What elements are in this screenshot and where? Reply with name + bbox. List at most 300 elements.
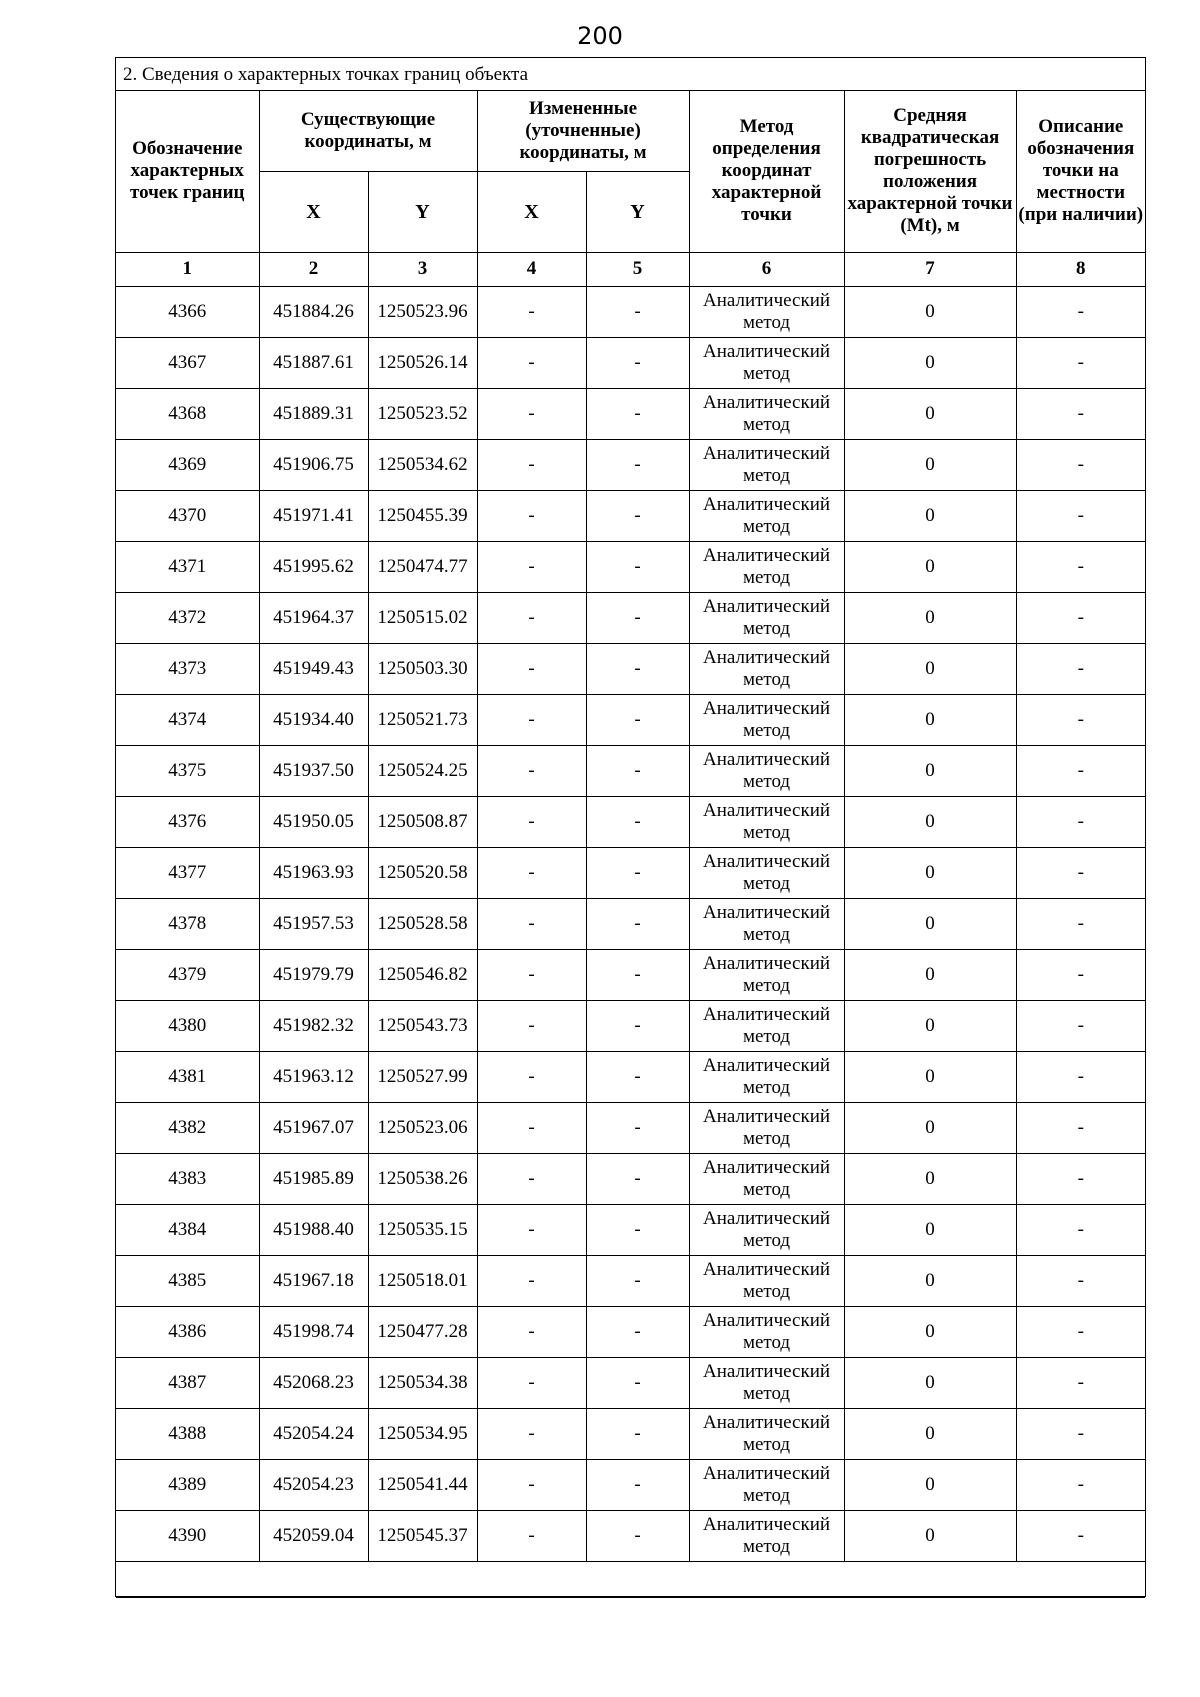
changed-x-cell: -	[477, 1051, 586, 1102]
column-number: 5	[586, 252, 689, 286]
existing-y-cell: 1250477.28	[368, 1306, 477, 1357]
error-cell: 0	[844, 796, 1016, 847]
method-cell	[689, 694, 844, 745]
description-cell: -	[1016, 1306, 1145, 1357]
table-row	[116, 1306, 1145, 1357]
changed-y-cell: -	[586, 796, 689, 847]
method-line-1: Аналитический	[702, 697, 831, 719]
point-number-cell: 4380	[116, 1000, 259, 1051]
error-cell: 0	[844, 439, 1016, 490]
error-cell: 0	[844, 1306, 1016, 1357]
existing-y-cell: 1250543.73	[368, 1000, 477, 1051]
header-designation: Обозначение характерных точек границ	[116, 91, 259, 252]
column-number: 8	[1016, 252, 1145, 286]
method-line-1: Аналитический	[702, 289, 831, 311]
existing-y-cell: 1250515.02	[368, 592, 477, 643]
method-line-2: метод	[742, 719, 791, 741]
description-cell: -	[1016, 643, 1145, 694]
method-line-2: метод	[742, 923, 791, 945]
existing-y-cell: 1250524.25	[368, 745, 477, 796]
method-line-2: метод	[742, 974, 791, 996]
changed-y-cell: -	[586, 1000, 689, 1051]
point-number-cell: 4378	[116, 898, 259, 949]
method-line-1: Аналитический	[702, 901, 831, 923]
error-cell: 0	[844, 541, 1016, 592]
changed-y-cell: -	[586, 1255, 689, 1306]
existing-y-cell: 1250541.44	[368, 1459, 477, 1510]
method-cell	[689, 1306, 844, 1357]
table-row	[116, 1408, 1145, 1459]
point-number-cell: 4369	[116, 439, 259, 490]
method-line-1: Аналитический	[702, 1462, 831, 1484]
changed-y-cell: -	[586, 643, 689, 694]
existing-x-cell: 452068.23	[259, 1357, 368, 1408]
header-changed-y: Y	[586, 171, 689, 252]
existing-x-cell: 452059.04	[259, 1510, 368, 1561]
changed-y-cell: -	[586, 337, 689, 388]
method-line-2: метод	[742, 1535, 791, 1557]
method-cell	[689, 337, 844, 388]
description-cell: -	[1016, 694, 1145, 745]
method-line-2: метод	[742, 1433, 791, 1455]
changed-x-cell: -	[477, 439, 586, 490]
existing-x-cell: 451889.31	[259, 388, 368, 439]
point-number-cell: 4374	[116, 694, 259, 745]
error-cell: 0	[844, 1204, 1016, 1255]
empty-footer-row	[116, 1562, 1145, 1598]
changed-x-cell: -	[477, 847, 586, 898]
existing-x-cell: 451967.18	[259, 1255, 368, 1306]
method-cell	[689, 1204, 844, 1255]
point-number-cell: 4376	[116, 796, 259, 847]
method-line-1: Аналитический	[702, 442, 831, 464]
existing-x-cell: 451995.62	[259, 541, 368, 592]
description-cell: -	[1016, 439, 1145, 490]
changed-y-cell: -	[586, 847, 689, 898]
error-cell: 0	[844, 847, 1016, 898]
document-frame	[115, 57, 1146, 1597]
point-number-cell: 4389	[116, 1459, 259, 1510]
header-existing-coords: Существующие координаты, м	[259, 91, 477, 171]
existing-x-cell: 452054.23	[259, 1459, 368, 1510]
error-cell: 0	[844, 898, 1016, 949]
boundary-points-table	[116, 91, 1145, 1562]
method-cell	[689, 1255, 844, 1306]
changed-x-cell: -	[477, 592, 586, 643]
existing-y-cell: 1250535.15	[368, 1204, 477, 1255]
column-number: 4	[477, 252, 586, 286]
method-cell	[689, 745, 844, 796]
method-line-2: метод	[742, 1382, 791, 1404]
changed-y-cell: -	[586, 388, 689, 439]
changed-x-cell: -	[477, 643, 586, 694]
changed-y-cell: -	[586, 1459, 689, 1510]
point-number-cell: 4375	[116, 745, 259, 796]
method-cell	[689, 1153, 844, 1204]
existing-x-cell: 451887.61	[259, 337, 368, 388]
method-line-1: Аналитический	[702, 391, 831, 413]
changed-y-cell: -	[586, 694, 689, 745]
method-cell	[689, 1000, 844, 1051]
existing-x-cell: 451982.32	[259, 1000, 368, 1051]
existing-y-cell: 1250526.14	[368, 337, 477, 388]
description-cell: -	[1016, 1051, 1145, 1102]
changed-x-cell: -	[477, 1255, 586, 1306]
table-body	[116, 286, 1145, 1561]
existing-y-cell: 1250503.30	[368, 643, 477, 694]
method-line-2: метод	[742, 362, 791, 384]
changed-y-cell: -	[586, 1051, 689, 1102]
point-number-cell: 4384	[116, 1204, 259, 1255]
changed-x-cell: -	[477, 1510, 586, 1561]
table-row	[116, 1357, 1145, 1408]
method-line-2: метод	[742, 872, 791, 894]
table-row	[116, 796, 1145, 847]
existing-y-cell: 1250455.39	[368, 490, 477, 541]
changed-x-cell: -	[477, 1306, 586, 1357]
column-number: 1	[116, 252, 259, 286]
table-row	[116, 592, 1145, 643]
header-method: Метод определения координат характерной точки	[689, 91, 844, 252]
changed-x-cell: -	[477, 1153, 586, 1204]
table-row	[116, 1051, 1145, 1102]
changed-x-cell: -	[477, 694, 586, 745]
method-cell	[689, 592, 844, 643]
error-cell: 0	[844, 694, 1016, 745]
method-cell	[689, 388, 844, 439]
error-cell: 0	[844, 643, 1016, 694]
table-row	[116, 949, 1145, 1000]
changed-y-cell: -	[586, 1102, 689, 1153]
method-line-2: метод	[742, 311, 791, 333]
existing-x-cell: 451906.75	[259, 439, 368, 490]
point-number-cell: 4387	[116, 1357, 259, 1408]
column-number-row	[116, 252, 1145, 286]
table-row	[116, 847, 1145, 898]
method-cell	[689, 1357, 844, 1408]
existing-y-cell: 1250534.62	[368, 439, 477, 490]
description-cell: -	[1016, 1204, 1145, 1255]
point-number-cell: 4366	[116, 286, 259, 337]
changed-x-cell: -	[477, 337, 586, 388]
column-number: 2	[259, 252, 368, 286]
changed-y-cell: -	[586, 1510, 689, 1561]
existing-y-cell: 1250538.26	[368, 1153, 477, 1204]
description-cell: -	[1016, 1510, 1145, 1561]
changed-x-cell: -	[477, 286, 586, 337]
changed-x-cell: -	[477, 490, 586, 541]
changed-x-cell: -	[477, 796, 586, 847]
error-cell: 0	[844, 1102, 1016, 1153]
point-number-cell: 4379	[116, 949, 259, 1000]
existing-y-cell: 1250545.37	[368, 1510, 477, 1561]
description-cell: -	[1016, 337, 1145, 388]
method-line-2: метод	[742, 1178, 791, 1200]
existing-y-cell: 1250518.01	[368, 1255, 477, 1306]
changed-x-cell: -	[477, 1204, 586, 1255]
existing-y-cell: 1250474.77	[368, 541, 477, 592]
changed-y-cell: -	[586, 541, 689, 592]
point-number-cell: 4377	[116, 847, 259, 898]
existing-x-cell: 451937.50	[259, 745, 368, 796]
method-line-1: Аналитический	[702, 1309, 831, 1331]
table-row	[116, 388, 1145, 439]
existing-x-cell: 451949.43	[259, 643, 368, 694]
table-row	[116, 286, 1145, 337]
method-line-1: Аналитический	[702, 748, 831, 770]
existing-x-cell: 451884.26	[259, 286, 368, 337]
description-cell: -	[1016, 898, 1145, 949]
existing-y-cell: 1250546.82	[368, 949, 477, 1000]
method-cell	[689, 898, 844, 949]
method-cell	[689, 949, 844, 1000]
method-cell	[689, 490, 844, 541]
method-cell	[689, 643, 844, 694]
error-cell: 0	[844, 1510, 1016, 1561]
point-number-cell: 4372	[116, 592, 259, 643]
method-line-1: Аналитический	[702, 1513, 831, 1535]
method-line-1: Аналитический	[702, 1003, 831, 1025]
method-line-2: метод	[742, 1229, 791, 1251]
error-cell: 0	[844, 745, 1016, 796]
column-number: 6	[689, 252, 844, 286]
method-line-2: метод	[742, 668, 791, 690]
method-line-2: метод	[742, 515, 791, 537]
table-row	[116, 745, 1145, 796]
method-line-2: метод	[742, 464, 791, 486]
method-line-1: Аналитический	[702, 1054, 831, 1076]
header-changed-x: X	[477, 171, 586, 252]
method-cell	[689, 847, 844, 898]
method-line-1: Аналитический	[702, 595, 831, 617]
existing-x-cell: 451963.12	[259, 1051, 368, 1102]
column-number: 3	[368, 252, 477, 286]
changed-y-cell: -	[586, 1408, 689, 1459]
method-line-2: метод	[742, 770, 791, 792]
method-cell	[689, 1408, 844, 1459]
method-line-1: Аналитический	[702, 952, 831, 974]
method-cell	[689, 1051, 844, 1102]
description-cell: -	[1016, 1255, 1145, 1306]
table-row	[116, 490, 1145, 541]
method-cell	[689, 796, 844, 847]
error-cell: 0	[844, 592, 1016, 643]
point-number-cell: 4388	[116, 1408, 259, 1459]
page-number: 200	[577, 22, 623, 50]
changed-x-cell: -	[477, 1357, 586, 1408]
method-cell	[689, 541, 844, 592]
column-number: 7	[844, 252, 1016, 286]
existing-x-cell: 452054.24	[259, 1408, 368, 1459]
error-cell: 0	[844, 1255, 1016, 1306]
description-cell: -	[1016, 1357, 1145, 1408]
existing-x-cell: 451964.37	[259, 592, 368, 643]
existing-x-cell: 451998.74	[259, 1306, 368, 1357]
point-number-cell: 4381	[116, 1051, 259, 1102]
description-cell: -	[1016, 847, 1145, 898]
existing-y-cell: 1250527.99	[368, 1051, 477, 1102]
table-row	[116, 1204, 1145, 1255]
method-cell	[689, 1510, 844, 1561]
existing-x-cell: 451957.53	[259, 898, 368, 949]
existing-y-cell: 1250523.06	[368, 1102, 477, 1153]
method-cell	[689, 1459, 844, 1510]
error-cell: 0	[844, 388, 1016, 439]
method-line-2: метод	[742, 1331, 791, 1353]
method-cell	[689, 286, 844, 337]
method-line-2: метод	[742, 617, 791, 639]
method-line-1: Аналитический	[702, 1156, 831, 1178]
changed-y-cell: -	[586, 949, 689, 1000]
existing-x-cell: 451988.40	[259, 1204, 368, 1255]
changed-y-cell: -	[586, 898, 689, 949]
changed-y-cell: -	[586, 490, 689, 541]
method-line-1: Аналитический	[702, 493, 831, 515]
method-line-2: метод	[742, 413, 791, 435]
existing-x-cell: 451985.89	[259, 1153, 368, 1204]
error-cell: 0	[844, 337, 1016, 388]
description-cell: -	[1016, 949, 1145, 1000]
changed-x-cell: -	[477, 1408, 586, 1459]
error-cell: 0	[844, 490, 1016, 541]
method-cell	[689, 439, 844, 490]
header-error: Средняя квадратическая погрешность положения характерной точки (Mt), м	[844, 91, 1016, 252]
error-cell: 0	[844, 1000, 1016, 1051]
method-line-1: Аналитический	[702, 1411, 831, 1433]
error-cell: 0	[844, 1408, 1016, 1459]
method-line-1: Аналитический	[702, 1105, 831, 1127]
changed-y-cell: -	[586, 1357, 689, 1408]
changed-x-cell: -	[477, 1459, 586, 1510]
description-cell: -	[1016, 490, 1145, 541]
description-cell: -	[1016, 1459, 1145, 1510]
method-line-1: Аналитический	[702, 1360, 831, 1382]
section-title: 2. Сведения о характерных точках границ объекта	[116, 58, 1145, 91]
method-line-1: Аналитический	[702, 646, 831, 668]
point-number-cell: 4370	[116, 490, 259, 541]
changed-x-cell: -	[477, 1102, 586, 1153]
table-row	[116, 643, 1145, 694]
description-cell: -	[1016, 1153, 1145, 1204]
point-number-cell: 4390	[116, 1510, 259, 1561]
description-cell: -	[1016, 286, 1145, 337]
existing-y-cell: 1250528.58	[368, 898, 477, 949]
table-row	[116, 1153, 1145, 1204]
method-line-2: метод	[742, 1280, 791, 1302]
point-number-cell: 4367	[116, 337, 259, 388]
changed-y-cell: -	[586, 745, 689, 796]
method-line-2: метод	[742, 1127, 791, 1149]
method-line-1: Аналитический	[702, 799, 831, 821]
point-number-cell: 4385	[116, 1255, 259, 1306]
table-row	[116, 1459, 1145, 1510]
method-line-1: Аналитический	[702, 544, 831, 566]
description-cell: -	[1016, 1408, 1145, 1459]
point-number-cell: 4383	[116, 1153, 259, 1204]
error-cell: 0	[844, 1459, 1016, 1510]
existing-y-cell: 1250523.52	[368, 388, 477, 439]
table-row	[116, 541, 1145, 592]
changed-y-cell: -	[586, 1204, 689, 1255]
method-line-2: метод	[742, 566, 791, 588]
existing-x-cell: 451963.93	[259, 847, 368, 898]
method-line-1: Аналитический	[702, 1207, 831, 1229]
changed-x-cell: -	[477, 388, 586, 439]
table-row	[116, 1510, 1145, 1561]
point-number-cell: 4371	[116, 541, 259, 592]
table-row	[116, 1000, 1145, 1051]
changed-y-cell: -	[586, 1306, 689, 1357]
method-line-2: метод	[742, 1076, 791, 1098]
table-row	[116, 898, 1145, 949]
description-cell: -	[1016, 745, 1145, 796]
changed-x-cell: -	[477, 898, 586, 949]
table-row	[116, 439, 1145, 490]
table-row	[116, 1255, 1145, 1306]
existing-y-cell: 1250521.73	[368, 694, 477, 745]
changed-x-cell: -	[477, 541, 586, 592]
description-cell: -	[1016, 592, 1145, 643]
description-cell: -	[1016, 541, 1145, 592]
changed-y-cell: -	[586, 592, 689, 643]
changed-y-cell: -	[586, 286, 689, 337]
header-existing-x: X	[259, 171, 368, 252]
point-number-cell: 4386	[116, 1306, 259, 1357]
description-cell: -	[1016, 388, 1145, 439]
existing-y-cell: 1250534.95	[368, 1408, 477, 1459]
changed-y-cell: -	[586, 1153, 689, 1204]
method-line-1: Аналитический	[702, 850, 831, 872]
method-line-2: метод	[742, 1484, 791, 1506]
error-cell: 0	[844, 1153, 1016, 1204]
changed-y-cell: -	[586, 439, 689, 490]
existing-y-cell: 1250508.87	[368, 796, 477, 847]
existing-y-cell: 1250520.58	[368, 847, 477, 898]
point-number-cell: 4368	[116, 388, 259, 439]
header-existing-y: Y	[368, 171, 477, 252]
existing-x-cell: 451971.41	[259, 490, 368, 541]
table-header	[116, 91, 1145, 286]
error-cell: 0	[844, 1357, 1016, 1408]
header-changed-coords: Измененные (уточненные) координаты, м	[477, 91, 689, 171]
table-row	[116, 1102, 1145, 1153]
method-line-1: Аналитический	[702, 1258, 831, 1280]
header-description: Описание обозначения точки на местности (при наличии)	[1016, 91, 1145, 252]
method-line-2: метод	[742, 1025, 791, 1047]
error-cell: 0	[844, 1051, 1016, 1102]
description-cell: -	[1016, 1102, 1145, 1153]
table-row	[116, 694, 1145, 745]
existing-x-cell: 451967.07	[259, 1102, 368, 1153]
error-cell: 0	[844, 286, 1016, 337]
existing-y-cell: 1250523.96	[368, 286, 477, 337]
description-cell: -	[1016, 1000, 1145, 1051]
point-number-cell: 4373	[116, 643, 259, 694]
point-number-cell: 4382	[116, 1102, 259, 1153]
table-row	[116, 337, 1145, 388]
existing-x-cell: 451934.40	[259, 694, 368, 745]
changed-x-cell: -	[477, 1000, 586, 1051]
method-line-1: Аналитический	[702, 340, 831, 362]
existing-y-cell: 1250534.38	[368, 1357, 477, 1408]
changed-x-cell: -	[477, 745, 586, 796]
method-line-2: метод	[742, 821, 791, 843]
existing-x-cell: 451950.05	[259, 796, 368, 847]
description-cell: -	[1016, 796, 1145, 847]
existing-x-cell: 451979.79	[259, 949, 368, 1000]
method-cell	[689, 1102, 844, 1153]
error-cell: 0	[844, 949, 1016, 1000]
